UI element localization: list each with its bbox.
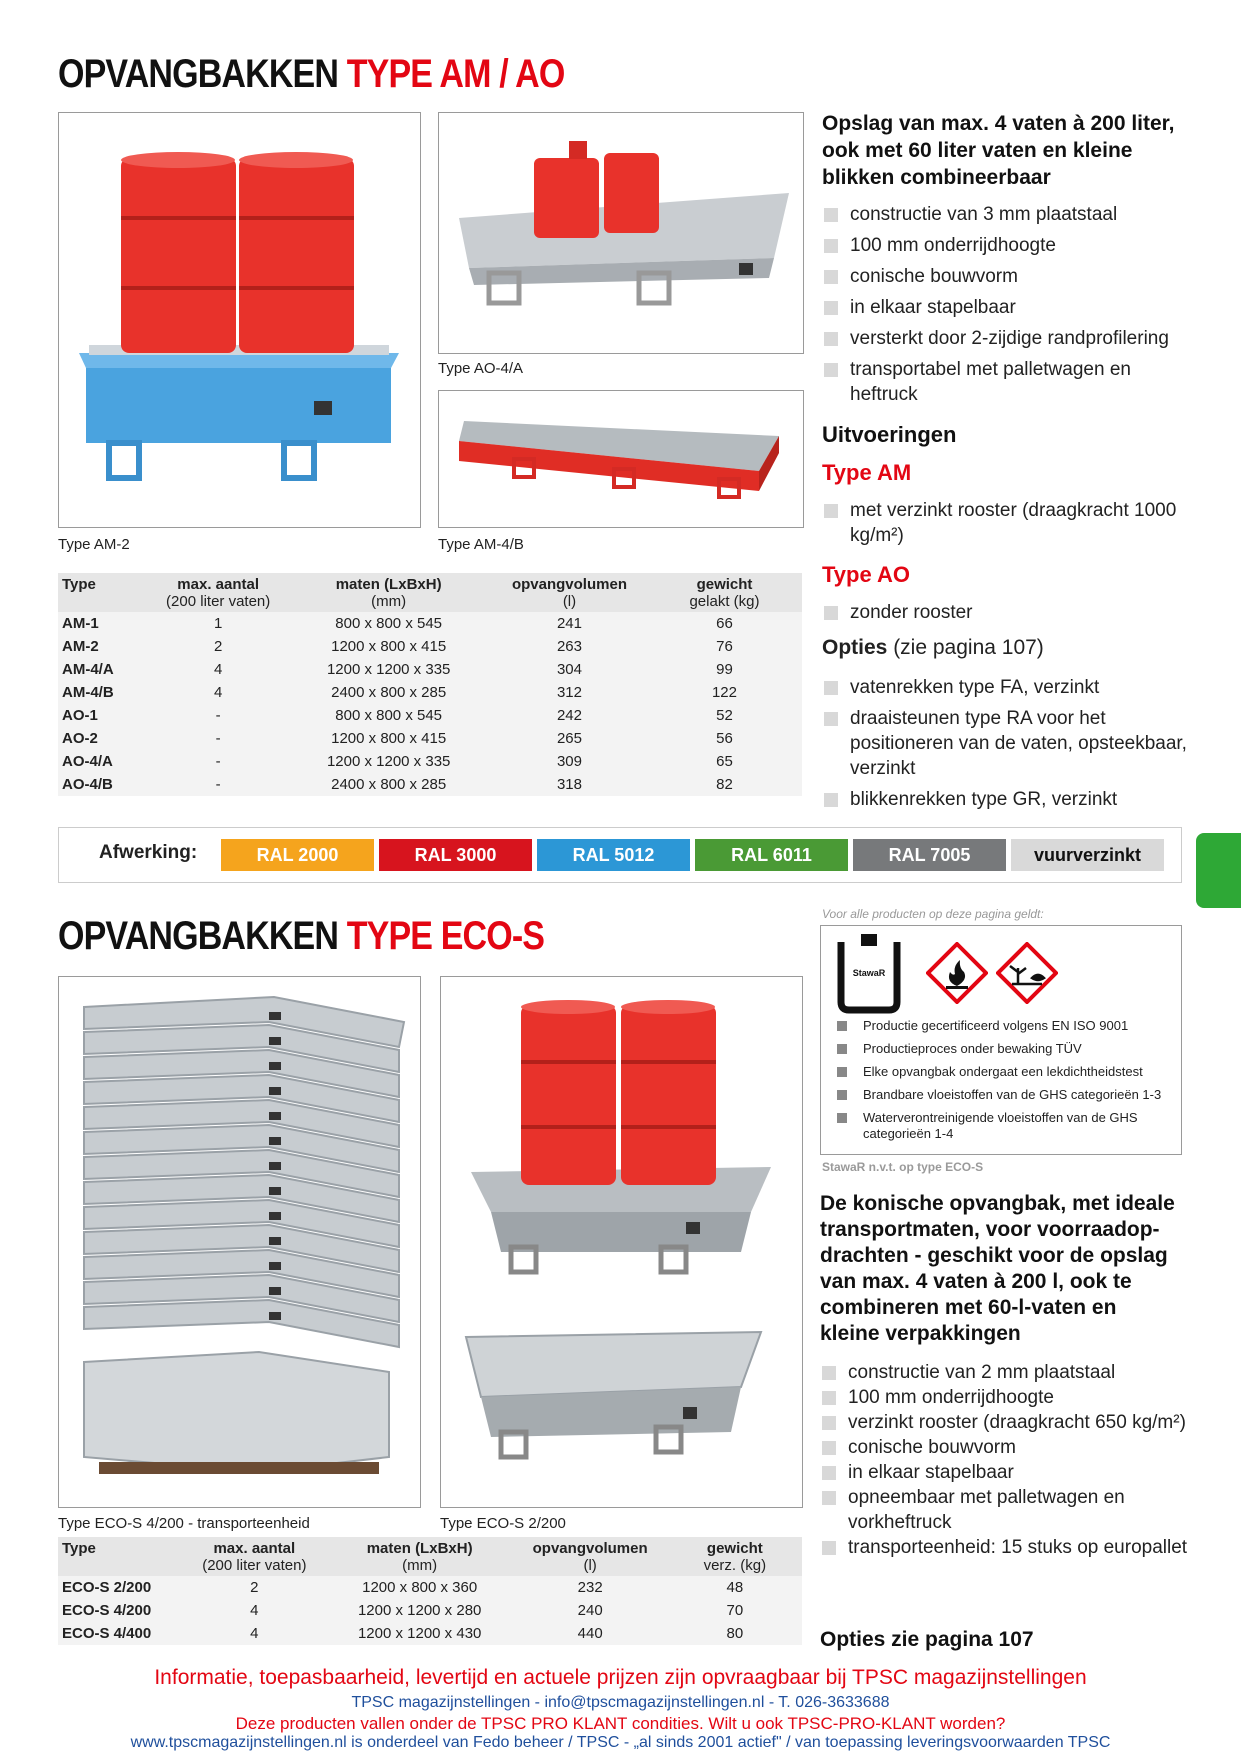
header-maten: maten (LxBxH) (mm) xyxy=(327,1537,513,1576)
svg-text:StawaR: StawaR xyxy=(852,968,886,978)
environment-hazard-icon xyxy=(996,942,1058,1004)
list-item: 100 mm onderrijdhoogte xyxy=(820,1385,1190,1410)
section1-title xyxy=(58,52,564,97)
photo-eco-s-2-200 xyxy=(440,976,803,1508)
list-item: vatenrekken type FA, verzinkt xyxy=(822,675,1192,700)
list-item: constructie van 2 mm plaatstaal xyxy=(820,1360,1190,1385)
table-row: ECO-S 4/400 4 1200 x 1200 x 430 440 80 xyxy=(58,1622,802,1645)
am4b-illustration xyxy=(439,391,804,528)
list-item: zonder rooster xyxy=(822,600,1192,625)
page-tab-marker xyxy=(1196,833,1241,908)
header-opvangvolumen: opvangvolumen (l) xyxy=(492,573,647,612)
swatch-ral-2000: RAL 2000 xyxy=(221,839,374,871)
caption-ao4a: Type AO-4/A xyxy=(438,360,524,377)
caption-am2: Type AM-2 xyxy=(58,536,130,553)
swatch-vuurverzinkt: vuurverzinkt xyxy=(1011,839,1164,871)
list-item: met verzinkt rooster (draagkracht 1000 kg/m²) xyxy=(822,498,1192,548)
header-max-aantal: max. aantal (200 liter vaten) xyxy=(182,1537,327,1576)
certification-box xyxy=(820,925,1182,1155)
type-am-heading: Type AM xyxy=(822,460,912,485)
list-item: transportabel met palletwagen en heftruck xyxy=(822,357,1192,407)
type-ao-list xyxy=(822,600,1192,631)
section2-feature-list xyxy=(820,1360,1190,1560)
type-am-list xyxy=(822,498,1192,554)
finish-bar xyxy=(58,827,1182,883)
spec-table-am-ao xyxy=(58,573,802,796)
section2-title-black: OPVANGBAKKEN xyxy=(58,914,339,958)
table-row: AM-1 1 800 x 800 x 545 241 66 xyxy=(58,612,802,635)
table-row: ECO-S 2/200 2 1200 x 800 x 360 232 48 xyxy=(58,1576,802,1599)
list-item: Productieproces onder bewaking TÜV xyxy=(835,1041,1175,1057)
list-item: conische bouwvorm xyxy=(822,264,1192,289)
opties-heading: Opties (zie pagina 107) xyxy=(822,636,1044,659)
photo-ao4a xyxy=(438,112,804,354)
header-max-aantal: max. aantal (200 liter vaten) xyxy=(151,573,285,612)
section2-title xyxy=(58,914,544,959)
list-item: constructie van 3 mm plaatstaal xyxy=(822,202,1192,227)
list-item: Productie gecertificeerd volgens EN ISO 9001 xyxy=(835,1018,1175,1034)
type-ao-heading: Type AO xyxy=(822,562,911,587)
table-row: AO-1 - 800 x 800 x 545 242 52 xyxy=(58,704,802,727)
certification-list xyxy=(835,1018,1175,1149)
section2-title-red: TYPE ECO-S xyxy=(346,914,545,958)
photo-am4b xyxy=(438,390,804,528)
section1-title-black: OPVANGBAKKEN xyxy=(58,52,339,96)
opties-list xyxy=(822,675,1192,818)
swatch-ral-7005: RAL 7005 xyxy=(853,839,1006,871)
list-item: blikkenrekken type GR, verzinkt xyxy=(822,787,1192,812)
photo-eco-s-4-200 xyxy=(58,976,421,1508)
table-row: AO-4/B - 2400 x 800 x 285 318 82 xyxy=(58,773,802,796)
footer-info-line: Informatie, toepasbaarheid, levertijd en actuele prijzen zijn opvraagbaar bij TPSC magazijnstellingen xyxy=(154,1666,1087,1689)
list-item: draaisteunen type RA voor het positioneren van de vaten, opsteekbaar, verzinkt xyxy=(822,706,1192,781)
footer-contact-line[interactable]: TPSC magazijnstellingen - info@tpscmagazijnstellingen.nl - T. 026-3633688 xyxy=(351,1694,890,1711)
table-row: AM-4/A 4 1200 x 1200 x 335 304 99 xyxy=(58,658,802,681)
header-maten: maten (LxBxH) (mm) xyxy=(285,573,492,612)
eco-2200-illustration xyxy=(441,977,803,1508)
section1-right-title: Opslag van max. 4 vaten à 200 liter, ook met 60 liter vaten en kleine blikken combineerbaar xyxy=(822,112,1175,189)
table-row: ECO-S 4/200 4 1200 x 1200 x 280 240 70 xyxy=(58,1599,802,1622)
ao4a-illustration xyxy=(439,113,804,354)
header-gewicht: gewicht verz. (kg) xyxy=(668,1537,802,1576)
table-header-row xyxy=(58,573,802,612)
list-item: transporteenheid: 15 stuks op europallet xyxy=(820,1535,1190,1560)
list-item: Brandbare vloeistoffen van de GHS categorieën 1-3 xyxy=(835,1087,1175,1103)
eco-stack-illustration xyxy=(59,977,421,1508)
am2-drums-illustration xyxy=(59,113,421,528)
header-type: Type xyxy=(58,1537,182,1576)
list-item: versterkt door 2-zijdige randprofilering xyxy=(822,326,1192,351)
caption-am4b: Type AM-4/B xyxy=(438,536,524,553)
list-item: in elkaar stapelbaar xyxy=(820,1460,1190,1485)
table-header-row xyxy=(58,1537,802,1576)
note-all-products: Voor alle producten op deze pagina geldt: xyxy=(822,907,1044,921)
section1-feature-list xyxy=(822,202,1192,413)
section1-title-red: TYPE AM / AO xyxy=(346,52,565,96)
footer-website-line[interactable]: www.tpscmagazijnstellingen.nl is onderdeel van Fedo beheer / TPSC - „al sinds 2001 actief" / van toepassing leveringsvoorwaarden TPSC xyxy=(130,1734,1111,1751)
swatch-ral-6011: RAL 6011 xyxy=(695,839,848,871)
swatch-ral-3000: RAL 3000 xyxy=(379,839,532,871)
spec-table-eco-s xyxy=(58,1537,802,1645)
caption-eco-s-2-200: Type ECO-S 2/200 xyxy=(440,1515,566,1532)
stawar-note: StawaR n.v.t. op type ECO-S xyxy=(822,1160,984,1174)
list-item: verzinkt rooster (draagkracht 650 kg/m²) xyxy=(820,1410,1190,1435)
list-item: 100 mm onderrijdhoogte xyxy=(822,233,1192,258)
header-type: Type xyxy=(58,573,151,612)
table-row: AO-2 - 1200 x 800 x 415 265 56 xyxy=(58,727,802,750)
table-row: AM-4/B 4 2400 x 800 x 285 312 122 xyxy=(58,681,802,704)
table-row: AM-2 2 1200 x 800 x 415 263 76 xyxy=(58,635,802,658)
header-gewicht: gewicht gelakt (kg) xyxy=(647,573,802,612)
list-item: in elkaar stapelbaar xyxy=(822,295,1192,320)
footer-pro-klant-line: Deze producten vallen onder de TPSC PRO KLANT condities. Wilt u ook TPSC-PRO-KLANT worden? xyxy=(235,1714,1006,1733)
caption-eco-s-4-200: Type ECO-S 4/200 - transporteenheid xyxy=(58,1515,310,1532)
list-item: conische bouwvorm xyxy=(820,1435,1190,1460)
table-row: AO-4/A - 1200 x 1200 x 335 309 65 xyxy=(58,750,802,773)
list-item: opneembaar met palletwagen en vorkheftruck xyxy=(820,1485,1190,1535)
list-item: Waterverontreinigende vloeistoffen van de GHS categorieën 1-4 xyxy=(835,1110,1175,1142)
flammable-hazard-icon xyxy=(926,942,988,1004)
section2-opties: Opties zie pagina 107 xyxy=(820,1628,1034,1651)
photo-am2 xyxy=(58,112,421,528)
list-item: Elke opvangbak ondergaat een lekdichtheidstest xyxy=(835,1064,1175,1080)
section2-right-title: De konische opvangbak, met ideale transportmaten, voor voorraadop-drachten - geschikt voor de opslag van max. 4 vaten à 200 l, ook te combineren met 60-l-vaten en kleine verpakkingen xyxy=(820,1192,1175,1345)
uitvoeringen-heading: Uitvoeringen xyxy=(822,422,957,447)
header-opvangvolumen: opvangvolumen (l) xyxy=(513,1537,668,1576)
finish-label: Afwerking: xyxy=(99,842,198,863)
swatch-ral-5012: RAL 5012 xyxy=(537,839,690,871)
